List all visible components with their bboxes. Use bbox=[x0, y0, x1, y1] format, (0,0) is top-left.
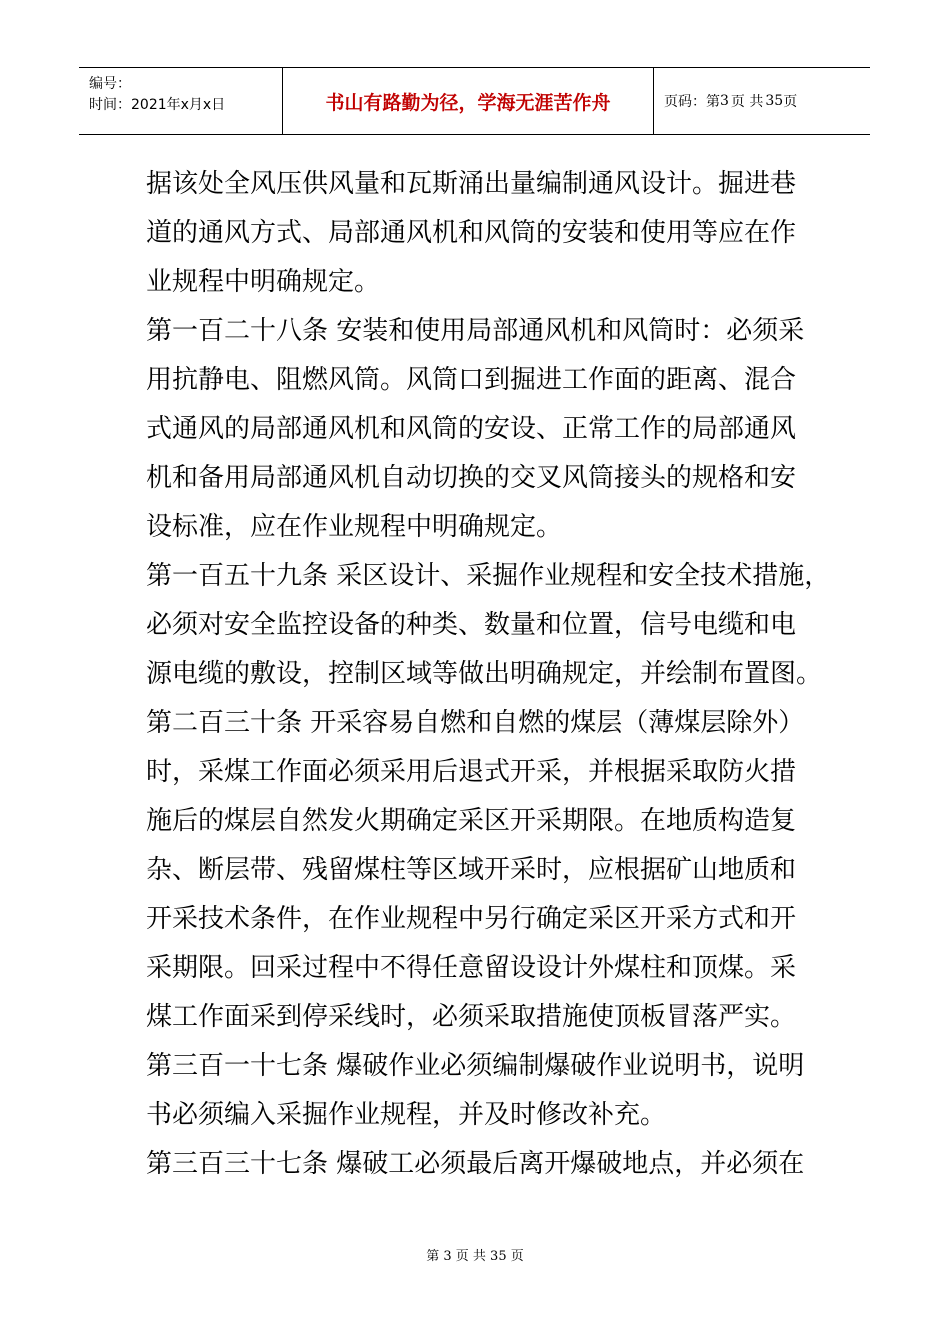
body-line: 第一百二十八条 安装和使用局部通风机和风筒时：必须采 bbox=[146, 316, 805, 346]
body-line: 必须对安全监控设备的种类、数量和位置，信号电缆和电 bbox=[146, 610, 797, 640]
body-line: 时，采煤工作面必须采用后退式开采，并根据采取防火措 bbox=[146, 757, 797, 787]
page-label: 页码：第 bbox=[664, 94, 720, 110]
body-line: 杂、断层带、残留煤柱等区域开采时，应根据矿山地质和 bbox=[146, 855, 797, 885]
page-mid: 页 共 bbox=[730, 94, 764, 110]
body-line: 源电缆的敷设，控制区域等做出明确规定，并绘制布置图。 bbox=[146, 659, 823, 689]
body-line: 第一百五十九条 采区设计、采掘作业规程和安全技术措施， bbox=[146, 561, 831, 591]
time-label: 时间：2021年x月x日 bbox=[89, 97, 226, 113]
body-line: 据该处全风压供风量和瓦斯涌出量编制通风设计。掘进巷 bbox=[146, 169, 797, 199]
body-line: 机和备用局部通风机自动切换的交叉风筒接头的规格和安 bbox=[146, 463, 797, 493]
body-line: 施后的煤层自然发火期确定采区开采期限。在地质构造复 bbox=[146, 806, 797, 836]
body-line: 开采技术条件，在作业规程中另行确定采区开采方式和开 bbox=[146, 904, 797, 934]
body-line: 第三百一十七条 爆破作业必须编制爆破作业说明书，说明 bbox=[146, 1051, 805, 1081]
body-line: 采期限。回采过程中不得任意留设设计外煤柱和顶煤。采 bbox=[146, 953, 797, 983]
page-header bbox=[79, 67, 870, 135]
document-body bbox=[146, 160, 831, 1189]
body-line: 书必须编入采掘作业规程，并及时修改补充。 bbox=[146, 1100, 667, 1130]
body-line: 道的通风方式、局部通风机和风筒的安装和使用等应在作 bbox=[146, 218, 797, 248]
body-line: 第二百三十条 开采容易自燃和自燃的煤层（薄煤层除外） bbox=[146, 708, 805, 738]
header-page-info bbox=[654, 68, 870, 134]
header-meta bbox=[79, 68, 282, 134]
body-line: 业规程中明确规定。 bbox=[146, 267, 381, 297]
body-line: 第三百三十七条 爆破工必须最后离开爆破地点，并必须在 bbox=[146, 1149, 805, 1179]
page-footer: 第 3 页 共 35 页 bbox=[426, 1249, 524, 1264]
page-end: 页 bbox=[783, 94, 798, 110]
header-motto: 书山有路勤为径，学海无涯苦作舟 bbox=[282, 68, 654, 134]
number-label: 编号： bbox=[89, 76, 131, 92]
body-line: 设标准，应在作业规程中明确规定。 bbox=[146, 512, 563, 542]
body-line: 式通风的局部通风机和风筒的安设、正常工作的局部通风 bbox=[146, 414, 797, 444]
body-line: 用抗静电、阻燃风筒。风筒口到掘进工作面的距离、混合 bbox=[146, 365, 797, 395]
body-line: 煤工作面采到停采线时，必须采取措施使顶板冒落严实。 bbox=[146, 1002, 797, 1032]
page-total: 35 bbox=[765, 93, 784, 109]
page-current: 3 bbox=[720, 93, 729, 109]
